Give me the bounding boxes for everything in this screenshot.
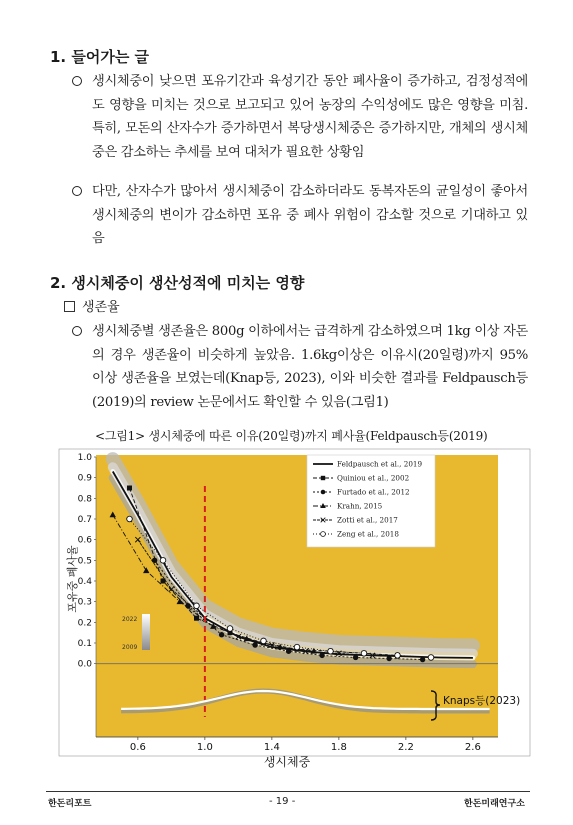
y-tick-label: 0.6 xyxy=(77,535,92,546)
legend-label: Feldpausch et al., 2019 xyxy=(337,459,423,469)
footer-divider xyxy=(46,791,530,792)
data-point xyxy=(386,656,391,661)
data-point xyxy=(160,558,166,564)
x-tick-label: 2.6 xyxy=(464,742,481,753)
section-1-bullet-2: 다만, 산자수가 많아서 생시체중이 감소하더라도 동복자돈의 균일성이 좋아서 생시체중의 변이가 감소하면 포유 중 폐사 위험이 감소할 것으로 기대하고 있음 xyxy=(72,180,528,251)
x-axis-label: 생시체중 xyxy=(263,755,311,769)
page-number: - 19 - xyxy=(269,796,296,807)
data-point xyxy=(194,616,199,621)
section-2-bullet: 생시체중별 생존율은 800g 이하에서는 급격하게 감소하였으며 1kg 이상 자돈의 경우 생존율이 비슷하게 높았음. 1.6kg이상은 이유시(20일령)까지 95% 이상 생존율을 보였는데(Knap등, 2023), 이와 비슷한 결과를 Feldpausch등(2019)의 review 논문에서도 확인할 수 있음(그림1) xyxy=(72,320,528,414)
x-tick-label: 2.2 xyxy=(397,742,414,753)
legend-marker xyxy=(321,490,326,495)
circle-bullet-icon xyxy=(72,186,82,196)
y-tick-label: 0.2 xyxy=(77,618,92,629)
x-tick-label: 1.0 xyxy=(196,742,213,753)
y-axis-label: 포유중 폐사율 xyxy=(66,545,79,613)
data-point xyxy=(294,644,300,650)
y-tick-label: 0.5 xyxy=(77,556,92,567)
data-point xyxy=(353,655,358,660)
data-point xyxy=(319,653,324,658)
data-point xyxy=(361,651,367,657)
data-point xyxy=(252,642,257,647)
legend-marker xyxy=(321,476,325,480)
gradient-bottom-label: 2009 xyxy=(122,644,138,651)
data-point xyxy=(219,632,224,637)
data-point xyxy=(127,486,132,491)
legend-label: Furtado et al., 2012 xyxy=(337,487,410,497)
x-tick-label: 0.6 xyxy=(129,742,146,753)
data-point xyxy=(328,648,334,654)
legend-label: Krahn, 2015 xyxy=(337,501,383,511)
y-tick-label: 0.9 xyxy=(77,473,92,484)
year-gradient-bar xyxy=(142,614,150,650)
x-tick-label: 1.8 xyxy=(330,742,347,753)
data-point xyxy=(194,603,200,609)
circle-bullet-icon xyxy=(72,326,82,336)
legend-label: Quiniou et al., 2002 xyxy=(337,473,410,483)
data-point xyxy=(286,649,291,654)
legend-label: Zeng et al., 2018 xyxy=(337,529,399,539)
y-tick-label: 0.7 xyxy=(77,515,92,525)
circle-bullet-icon xyxy=(72,76,82,86)
chart-legend xyxy=(307,455,435,547)
y-tick-label: 0.1 xyxy=(77,639,92,649)
x-tick-label: 1.4 xyxy=(263,742,280,753)
figure xyxy=(59,449,530,769)
y-tick-label: 0.0 xyxy=(77,659,92,670)
figure-caption: <그림1> 생시체중에 따른 이유(20일령)까지 폐사율(Feldpausch등(2019) xyxy=(95,429,488,443)
data-point xyxy=(161,579,166,584)
square-bullet-icon xyxy=(64,301,75,312)
section-1-bullet-1: 생시체중이 낮으면 포유기간과 육성기간 동안 폐사율이 증가하고, 검정성적에도 영향을 미치는 것으로 보고되고 있어 농장의 수익성에도 많은 영향을 미침. 특히, 모돈의 산자수가 증가하면서 복당생시체중은 증가하지만, 개체의 생시체중은 감소하는 추세를 보여 대처가 필요한 상황임 xyxy=(72,70,528,164)
knaps-label: Knaps등(2023) xyxy=(443,695,521,707)
section-2-title: 2. 생시체중이 생산성적에 미치는 영향 xyxy=(50,274,305,292)
data-point xyxy=(227,626,233,632)
y-tick-label: 1.0 xyxy=(77,453,92,463)
y-tick-label: 0.8 xyxy=(77,494,92,505)
y-tick-label: 0.4 xyxy=(77,577,92,587)
section-1-title: 1. 들어가는 글 xyxy=(50,48,150,66)
legend-marker xyxy=(321,532,326,537)
mortality-chart xyxy=(59,449,530,769)
gradient-top-label: 2022 xyxy=(122,616,138,623)
data-point xyxy=(428,655,434,661)
footer-left: 한돈리포트 xyxy=(48,799,92,809)
data-point xyxy=(261,638,267,644)
footer-right: 한돈미래연구소 xyxy=(464,799,525,809)
data-point xyxy=(395,653,401,659)
legend-label: Zotti et al., 2017 xyxy=(337,515,398,525)
data-point xyxy=(127,516,133,522)
subheading-survival: 생존율 xyxy=(64,296,120,315)
y-tick-label: 0.3 xyxy=(77,597,92,608)
data-point xyxy=(420,657,425,662)
